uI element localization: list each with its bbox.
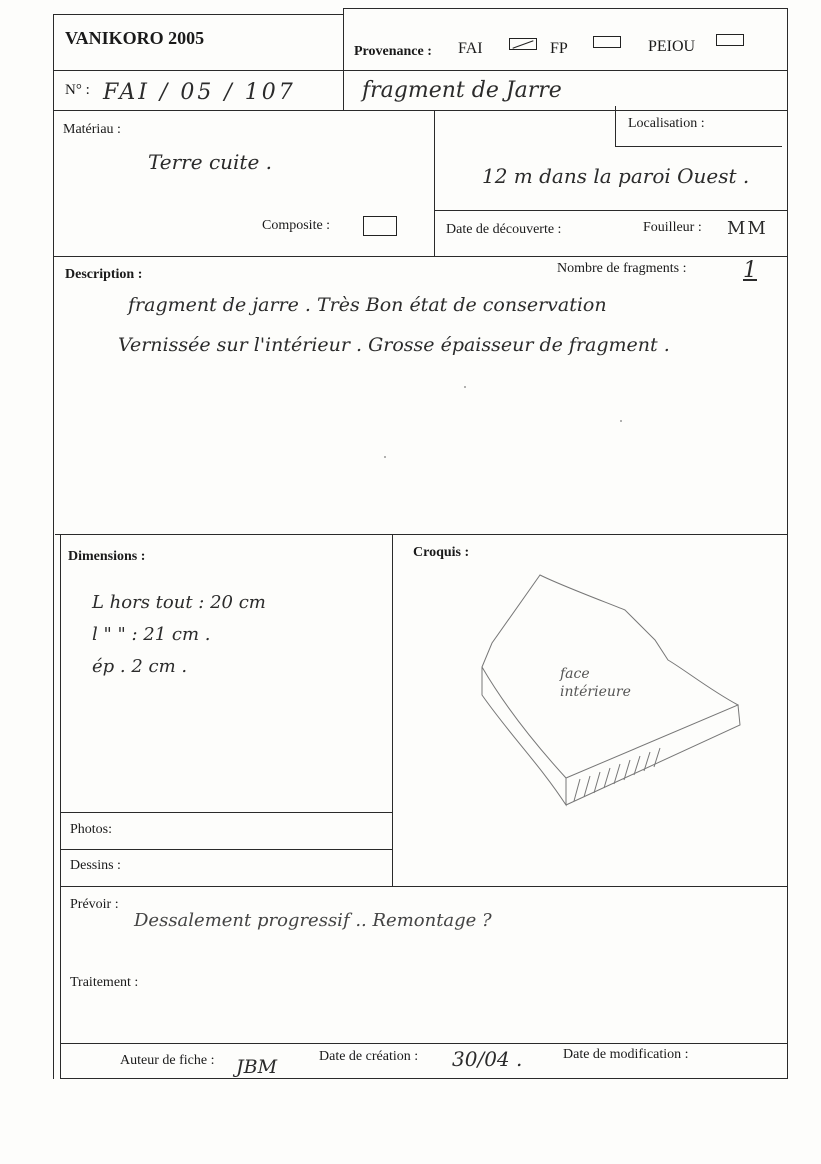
number-value: FAI / 05 / 107 bbox=[103, 80, 296, 105]
header-bottom-line bbox=[53, 70, 788, 71]
form-title: VANIKORO 2005 bbox=[65, 28, 205, 48]
localisation-value: 12 m dans la paroi Ouest . bbox=[482, 164, 750, 188]
date-modification-label: Date de modification : bbox=[563, 1047, 689, 1062]
frame-right bbox=[787, 8, 788, 1079]
description-line-2: Vernissée sur l'intérieur . Grosse épaisseur de fragment . bbox=[118, 334, 670, 356]
option-fai-label: FAI bbox=[458, 40, 483, 57]
frame-bottom bbox=[60, 1078, 788, 1079]
dimension-line-1: L hors tout : 20 cm bbox=[92, 592, 266, 613]
description-bottom-line bbox=[55, 534, 788, 535]
composite-checkbox[interactable] bbox=[363, 216, 397, 236]
prevoir-label: Prévoir : bbox=[70, 897, 119, 912]
croquis-label: Croquis : bbox=[413, 545, 470, 560]
option-peiou-label: PEIOU bbox=[648, 38, 696, 55]
nombre-fragments-label: Nombre de fragments : bbox=[557, 261, 687, 276]
frame-top-right bbox=[343, 8, 788, 9]
option-fp-label: FP bbox=[550, 40, 568, 57]
number-title: fragment de Jarre bbox=[362, 78, 562, 103]
date-creation-value: 30/04 . bbox=[452, 1047, 523, 1071]
option-peiou-checkbox[interactable] bbox=[716, 34, 744, 46]
localisation-box-left bbox=[615, 106, 616, 146]
option-fai-checkbox[interactable] bbox=[509, 38, 537, 50]
provenance-label: Provenance : bbox=[354, 44, 432, 59]
materiau-divider bbox=[434, 110, 435, 256]
speck bbox=[384, 456, 386, 458]
dimensions-divider bbox=[392, 534, 393, 886]
photos-top-line bbox=[60, 812, 392, 813]
fouilleur-value: MM bbox=[727, 218, 768, 239]
photos-label: Photos: bbox=[70, 822, 113, 837]
decouverte-top-line bbox=[434, 210, 788, 211]
fouilleur-label: Fouilleur : bbox=[643, 220, 702, 235]
description-line-1: fragment de jarre . Très Bon état de conservation bbox=[128, 294, 607, 316]
composite-label: Composite : bbox=[262, 218, 331, 233]
date-decouverte-label: Date de découverte : bbox=[446, 222, 562, 237]
materiau-bottom-line bbox=[53, 256, 788, 257]
materiau-label: Matériau : bbox=[63, 122, 121, 137]
traitement-label: Traitement : bbox=[70, 975, 139, 990]
dessins-top-line bbox=[60, 849, 392, 850]
auteur-label: Auteur de fiche : bbox=[120, 1053, 215, 1068]
materiau-value: Terre cuite . bbox=[148, 150, 273, 174]
description-label: Description : bbox=[65, 267, 143, 282]
frame-top bbox=[53, 14, 343, 15]
dimension-line-2: l " " : 21 cm . bbox=[92, 624, 211, 645]
date-creation-label: Date de création : bbox=[319, 1049, 419, 1064]
nombre-fragments-value: 1 bbox=[743, 258, 757, 283]
footer-top-line bbox=[60, 1043, 788, 1044]
header-divider bbox=[343, 8, 344, 110]
prevoir-top-line bbox=[60, 886, 788, 887]
speck bbox=[464, 386, 466, 388]
localisation-box-bottom bbox=[615, 146, 782, 147]
frame-left bbox=[53, 14, 54, 1079]
number-row-bottom bbox=[53, 110, 788, 111]
dessins-label: Dessins : bbox=[70, 858, 121, 873]
option-fp-checkbox[interactable] bbox=[593, 36, 621, 48]
dimension-line-3: ép . 2 cm . bbox=[92, 656, 188, 677]
croquis-annotation: face intérieure bbox=[560, 666, 631, 700]
auteur-value: JBM bbox=[236, 1056, 278, 1078]
speck bbox=[620, 420, 622, 422]
localisation-label: Localisation : bbox=[628, 116, 705, 131]
dimensions-label: Dimensions : bbox=[68, 549, 146, 564]
dimensions-left-inner bbox=[60, 534, 61, 1078]
number-label: N° : bbox=[65, 82, 90, 98]
prevoir-value: Dessalement progressif .. Remontage ? bbox=[134, 910, 492, 931]
